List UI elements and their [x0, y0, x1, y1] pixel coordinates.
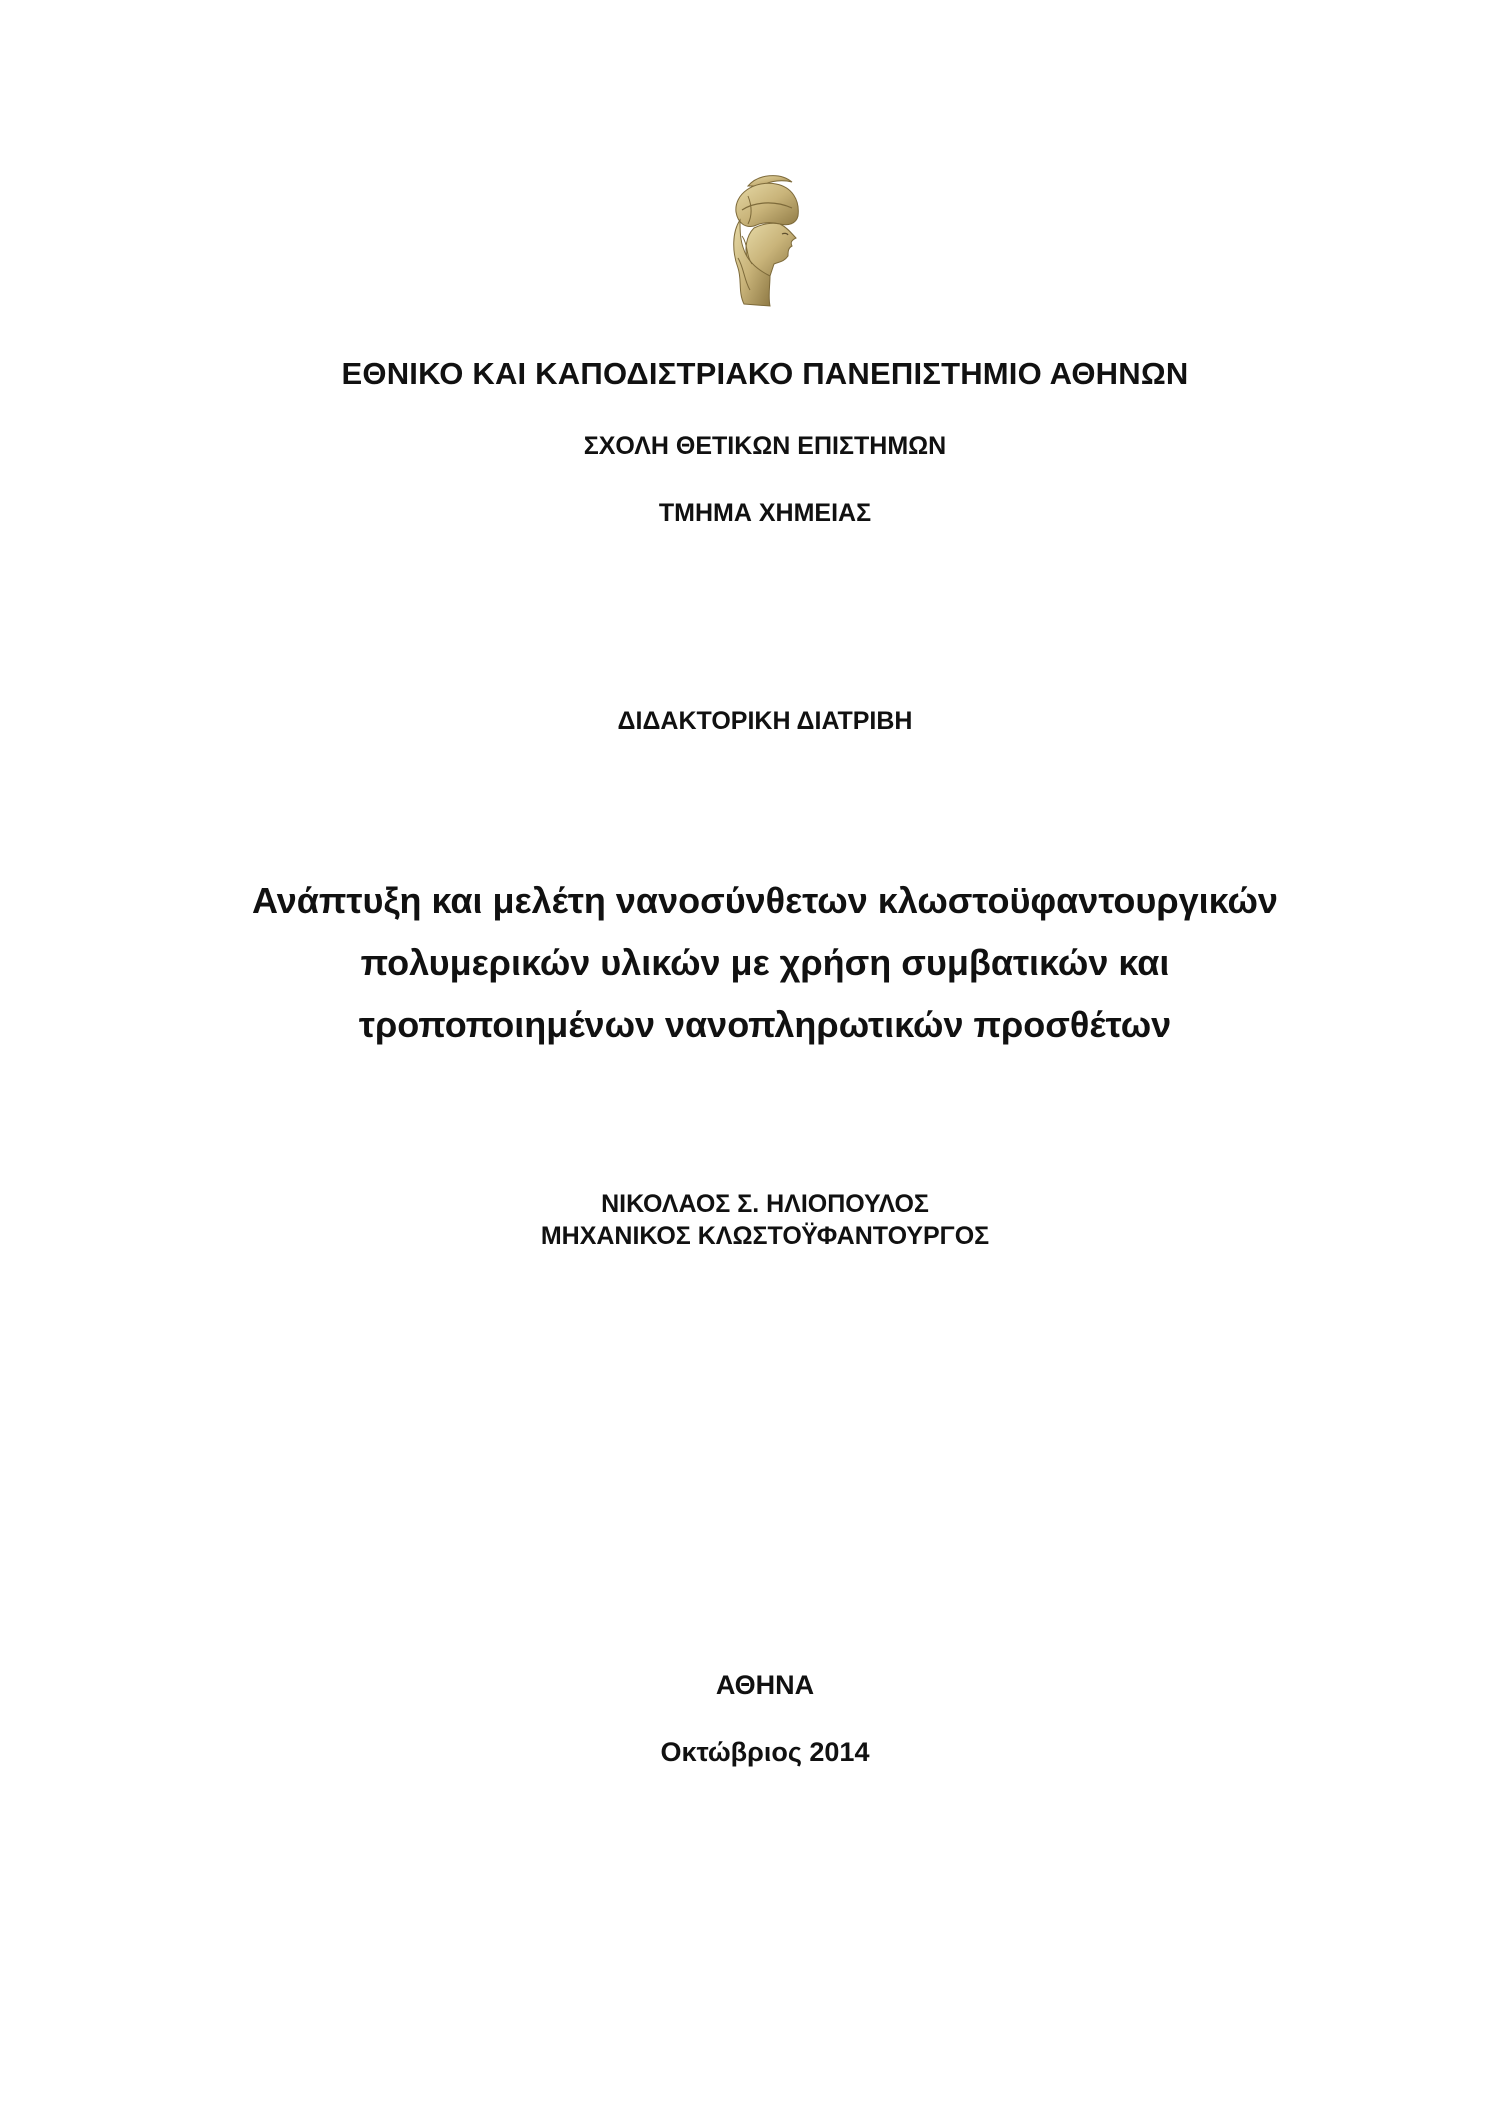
author-block	[0, 1188, 1489, 1252]
publication-date: Οκτώβριος 2014	[660, 1737, 870, 1767]
city: ΑΘΗΝΑ	[715, 1670, 815, 1700]
author-name: ΝΙΚΟΛΑΟΣ Σ. ΗΛΙΟΠΟΥΛΟΣ	[601, 1190, 929, 1218]
university-name: ΕΘΝΙΚΟ ΚΑΙ ΚΑΠΟΔΙΣΤΡΙΑΚΟ ΠΑΝΕΠΙΣΤΗΜΙΟ ΑΘΗΝΩΝ	[341, 356, 1189, 391]
thesis-title-line: πολυμερικών υλικών με χρήση συμβατικών και	[360, 942, 1170, 983]
thesis-title-line: τροποποιημένων νανοπληρωτικών προσθέτων	[358, 1004, 1172, 1045]
thesis-title-line: Ανάπτυξη και μελέτη νανοσύνθετων κλωστοϋφαντουργικών	[252, 880, 1278, 921]
athena-head-emblem-icon	[718, 172, 810, 310]
department-name: ΤΜΗΜΑ ΧΗΜΕΙΑΣ	[658, 499, 872, 527]
document-type: ΔΙΔΑΚΤΟΡΙΚΗ ΔΙΑΤΡΙΒΗ	[617, 707, 913, 735]
author-profession: ΜΗΧΑΝΙΚΟΣ ΚΛΩΣΤΟΫΦΑΝΤΟΥΡΓΟΣ	[540, 1222, 990, 1250]
thesis-title	[0, 870, 1489, 1056]
school-name: ΣΧΟΛΗ ΘΕΤΙΚΩΝ ΕΠΙΣΤΗΜΩΝ	[583, 432, 947, 460]
